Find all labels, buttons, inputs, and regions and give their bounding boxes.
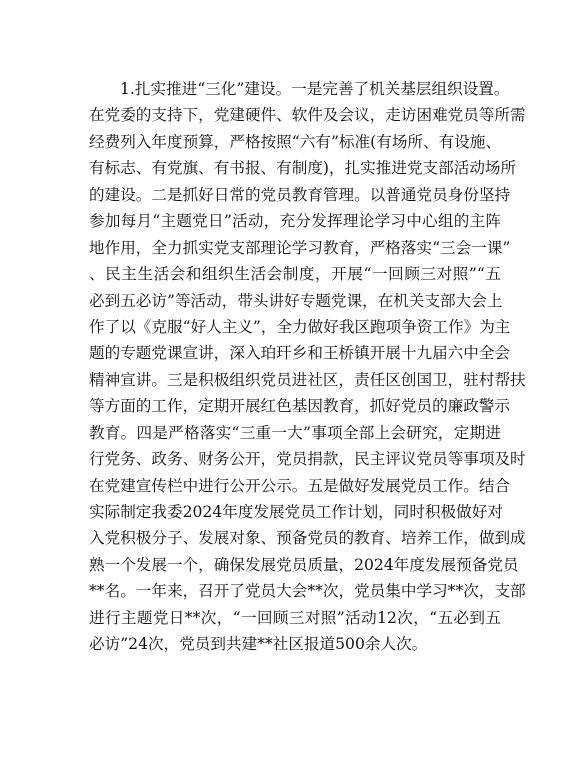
text-line-2: 在党委的支持下，党建硬件、软件及会议，走访困难党员等所需 — [89, 106, 526, 125]
text-line-6: 参加每月“主题党日”活动，充分发挥理论学习中心组的主阵 — [89, 212, 501, 231]
text-line-9: 必到五必访”等活动，带头讲好专题党课，在机关支部大会上 — [89, 291, 503, 310]
text-line-1: 1.扎实推进“三化”建设。一是完善了机关基层组织设置。 — [120, 80, 510, 98]
text-line-16: 在党建宣传栏中进行公开公示。五是做好发展党员工作。结合 — [89, 476, 511, 495]
text-line-14: 教育。四是严格落实“三重一大”事项全部上会研究，定期进 — [89, 423, 501, 442]
text-line-12: 精神宣讲。三是积极组织党员进社区，责任区创国卫，驻村帮扶 — [89, 370, 526, 389]
text-line-7: 地作用，全力抓实党支部理论学习教育，严格落实“三会一课” — [89, 238, 511, 257]
text-line-19: 熟一个发展一个，确保发展党员质量，2024年度发展预备党员 — [89, 555, 519, 574]
text-line-4: 有标志、有党旗、有书报、有制度)，扎实推进党支部活动场所 — [89, 159, 517, 178]
text-line-18: 入党积极分子、发展对象、预备党员的教育、培养工作，做到成 — [89, 529, 526, 548]
text-line-11: 题的专题党课宣讲，深入珀玕乡和王桥镇开展十九届六中全会 — [89, 344, 511, 363]
text-line-17: 实际制定我委2024年度发展党员工作计划，同时积极做好对 — [89, 503, 503, 521]
text-line-8: 、民主生活会和组织生活会制度，开展“一回顾三对照”“五 — [89, 265, 501, 284]
body-paragraph — [89, 76, 526, 658]
text-line-3: 经费列入年度预算，严格按照“六有”标准(有场所、有设施、 — [89, 132, 501, 151]
text-line-10: 作了以《克服“好人主义”，全力做好我区跑项争资工作》为主 — [89, 317, 511, 336]
text-line-22: 必访”24次，党员到共建**社区报道500余人次。 — [89, 635, 428, 654]
text-line-15: 行党务、政务、财务公开，党员捐款，民主评议党员等事项及时 — [89, 450, 526, 469]
text-line-20: **名。一年来，召开了党员大会**次，党员集中学习**次，支部 — [89, 582, 526, 601]
text-line-5: 的建设。二是抓好日常的党员教育管理。以普通党员身份坚持 — [89, 185, 511, 204]
text-line-13: 等方面的工作，定期开展红色基因教育，抓好党员的廉政警示 — [89, 397, 511, 416]
text-line-21: 进行主题党日**次，“一回顾三对照”活动12次，“五必到五 — [89, 608, 501, 627]
